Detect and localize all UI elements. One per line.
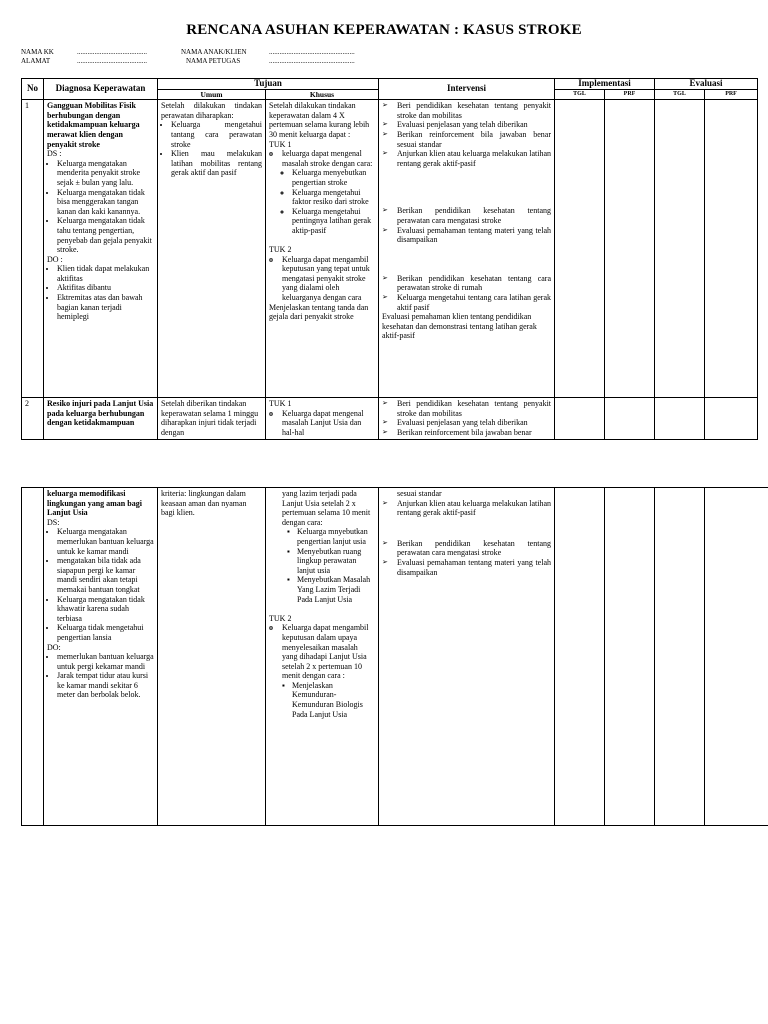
do-label: DO: [47,642,61,652]
header-evaluasi: Evaluasi [655,79,758,90]
list-item: • Keluarga mengatakan tidak bisa menggerakan tangan kanan dan kaki kanannya. [57,188,154,217]
list-item: • Keluarga mengatakan tidak khawatir karena sudah terbiasa [57,595,154,624]
umum-cell [158,398,266,439]
header-diagnosa: Diagnosa Keperawatan [44,79,158,100]
document-title: RENCANA ASUHAN KEPERAWATAN : KASUS STROKE [186,22,582,38]
list-item: • Keluarga mengatakan menderita penyakit stroke sejak ± bulan yang lalu. [57,159,154,188]
list-item: ➢ Keluarga mengetahui tentang cara latihan gerak aktif pasif [382,293,551,312]
list-item: • Ektremitas atas dan bawah bagian kanan terjadi hemiplegi [57,293,154,322]
list-item: ➢ Beri pendidikan kesehatan tentang penyakit stroke dan mobilitas [382,101,551,120]
meta-nama-petugas [186,57,355,65]
header-khusus: Khusus [266,89,379,100]
khusus-cell [266,100,379,398]
list-item: ➢ Berikan reinforcement bila jawaban benar sesuai standar [382,130,551,149]
do-list [47,652,154,700]
do-list [47,264,154,322]
tuk1-item: keluarga dapat mengenal masalah stroke dengan cara: [282,149,373,168]
list-item: ➢ Berikan pendidikan kesehatan tentang perawatan cara mengatasi stroke [382,539,551,558]
header-tujuan: Tujuan [158,79,379,90]
header-impl-tgl: TGL [555,89,605,100]
list-item: • mengatakan bila tidak ada siapapun pergi ke kamar mandi sendiri akan tetapi memakai bantuan tongkat [57,556,154,594]
list-item [269,623,375,719]
tuk2-tail: Menjelaskan tentang tanda dan gejala dari penyakit stroke [269,302,369,322]
tuk2-label: TUK 2 [269,613,292,623]
intervensi-cell [379,398,555,439]
list-item: • Klien mau melakukan latihan mobilitas rentang gerak aktif dan pasif [171,149,262,178]
list-item: ➢ Berikan pendidikan kesehatan tentang cara perawatan stroke di rumah [382,274,551,293]
meta-alamat [21,57,147,65]
meta-nama-kk [21,48,147,56]
eval-tgl-cell [655,488,705,826]
list-item: • Jarak tempat tidur atau kursi ke kamar mandi sekitar 6 meter dan berbolak belok. [57,671,154,700]
list-item: ➢ Anjurkan klien atau keluarga melakukan latihan rentang gerak aktif-pasif [382,499,551,518]
row-number: 2 [22,398,44,439]
ds-list [47,527,154,642]
tuk2-sublist [282,681,375,719]
table-row [22,100,758,398]
diagnosa-cell [44,100,158,398]
header-eval-prf: PRF [705,89,758,100]
header-implementasi: Implementasi [555,79,655,90]
table-row [22,488,768,826]
meta-nama-anak [181,48,355,56]
meta-dots: ................................................. [269,48,355,56]
list-item: ▪ Menyebutkan Masalah Yang Lazim Terjadi Pada Lanjut Usia [287,575,375,604]
row-number [22,488,44,826]
list-item: ▪ Menjelaskan Kemunduran-Kemunduran Biologis Pada Lanjut Usia [282,681,375,719]
impl-prf-cell [605,100,655,398]
meta-label: ALAMAT [21,57,51,65]
list-item: • Keluarga mengetahui tantang cara perawatan stroke [171,120,262,149]
intervensi-list-c [382,274,551,312]
list-item: • memerlukan bantuan keluarga untuk pergi kekamar mandi [57,652,154,671]
list-item: ➢ Evaluasi pemahaman tentang materi yang telah disampaikan [382,226,551,245]
impl-tgl-cell [555,100,605,398]
eval-tgl-cell [655,100,705,398]
khusus-cell [266,398,379,439]
khusus-intro: Setelah dilakukan tindakan keperawatan dalam 4 X pertemuan selama kurang lebih 30 menit keluarga dapat : [269,101,370,139]
impl-prf-cell [605,488,655,826]
list-item: ➢ Evaluasi pemahaman tentang materi yang telah disampaikan [382,558,551,577]
meta-dots: ................................................. [269,57,355,65]
list-item: ◦ Keluarga mengetahui faktor resiko dari stroke [292,188,375,207]
impl-tgl-cell [555,398,605,439]
list-item: • Aktifitas dibantu [57,283,154,293]
umum-text: Setelah diberikan tindakan keperawatan selama 1 minggu diharapkan injuri tidak terjadi dengan [161,399,259,437]
diagnosa-cell [44,398,158,439]
meta-label: NAMA PETUGAS [186,57,241,65]
intervensi-cell [379,488,555,826]
list-item: ▪ Menyebutkan ruang lingkup perawatan lanjut usia [287,547,375,576]
list-item: ➢ Berikan reinforcement bila jawaban benar [382,428,551,438]
umum-cell [158,100,266,398]
diagnosa-title: Resiko injuri pada Lanjut Usia pada keluarga berhubungan dengan ketidakmampuan [47,399,154,428]
intervensi-list [382,399,551,437]
intervensi-list-b [382,206,551,244]
list-item: • Keluarga mengatakan tidak tahu tentang pengertian, penyebab dan gejala penyakit stroke. [57,216,154,254]
header-impl-prf: PRF [605,89,655,100]
list-item: o Keluarga dapat mengenal masalah Lanjut Usia dan hal-hal [269,409,375,438]
header-umum: Umum [158,89,266,100]
tuk1-sublist [282,168,375,235]
list-item: ◦ Keluarga mengetahui pentingnya latihan gerak aktip-pasif [292,207,375,236]
umum-cell [158,488,266,826]
ds-label: DS : [47,149,62,159]
do-label: DO : [47,254,63,264]
tuk1-list [269,409,375,438]
tuk2-label: TUK 2 [269,245,292,255]
header-eval-tgl: TGL [655,89,705,100]
tuk2-list [269,623,375,719]
khusus-cell [266,488,379,826]
list-item: • Keluarga mengatakan memerlukan bantuan keluarga untuk ke kamar mandi [57,527,154,556]
list-item: • Klien tidak dapat melakukan aktifitas [57,264,154,283]
header-intervensi: Intervensi [379,79,555,100]
list-item [269,149,375,235]
intervensi-cell [379,100,555,398]
list-item: ➢ Berikan pendidikan kesehatan tentang perawatan cara mengatasi stroke [382,206,551,225]
list-item: ➢ Anjurkan klien atau keluarga melakukan latihan rentang gerak aktif-pasif [382,149,551,168]
care-plan-table-page2 [21,487,768,826]
umum-list [161,120,262,178]
khusus-intro: yang lazim terjadi pada Lanjut Usia setelah 2 x pertemuan selama 10 menit dengan cara: [282,489,371,527]
intervensi-list-a [382,499,551,518]
list-item: ➢ Beri pendidikan kesehatan tentang penyakit stroke dan mobilitas [382,399,551,418]
tuk1-label: TUK 1 [269,139,292,149]
header-no: No [22,79,44,100]
intervensi-list-a [382,101,551,168]
intervensi-tail: Evaluasi pemahaman klien tentang pendidikan kesehatan dan demonstrasi tentang latihan gerak aktif-pasif [382,312,537,341]
eval-prf-cell [705,398,758,439]
eval-prf-cell [705,488,768,826]
impl-tgl-cell [555,488,605,826]
diagnosa-title: Gangguan Mobilitas Fisik berhubungan dengan ketidakmampuan keluarga merawat klien dengan penyakit stroke [47,101,140,149]
khusus-sublist [269,527,375,604]
list-item: ➢ Evaluasi penjelasan yang telah diberikan [382,120,551,130]
ds-label: DS: [47,517,60,527]
eval-tgl-cell [655,398,705,439]
intervensi-first: sesuai standar [397,489,442,498]
umum-text: kriteria: lingkungan dalam keasaan aman dan nyaman bagi klien. [161,489,247,518]
tuk2-list [269,255,375,303]
impl-prf-cell [605,398,655,439]
tuk1-label: TUK 1 [269,399,292,409]
care-plan-table-page1 [21,78,758,440]
tuk2-item: Keluarga dapat mengambil keputusan dalam upaya menyelesaikan masalah yang dihadapi Lanjut Usia setelah 2 x pertemuan 10 menit dengan cara : [282,623,369,681]
umum-intro: Setelah dilakukan tindakan perawatan diharapkan: [161,101,262,120]
diagnosa-cell [44,488,158,826]
meta-dots: ........................................ [77,48,147,56]
list-item: ➢ Evaluasi penjelasan yang telah diberikan [382,418,551,428]
meta-dots: ........................................ [77,57,147,65]
list-item: ◦ Keluarga menyebutkan pengertian stroke [292,168,375,187]
diagnosa-title: keluarga memodifikasi lingkungan yang aman bagi Lanjut Usia [47,489,142,518]
intervensi-list-b [382,539,551,577]
meta-label: NAMA ANAK/KLIEN [181,48,247,56]
tuk1-list [269,149,375,235]
eval-prf-cell [705,100,758,398]
table-row [22,398,758,439]
row-number: 1 [22,100,44,398]
list-item: ▪ Keluarga mnyebutkan pengertian lanjut usia [287,527,375,546]
list-item: o Keluarga dapat mengambil keputusan yang tepat untuk mengatasi penyakit stroke yang dialami oleh keluarganya dengan cara [269,255,375,303]
ds-list [47,159,154,255]
list-item: • Keluarga tidak mengetahui pengertian lansia [57,623,154,642]
meta-label: NAMA KK [21,48,54,56]
